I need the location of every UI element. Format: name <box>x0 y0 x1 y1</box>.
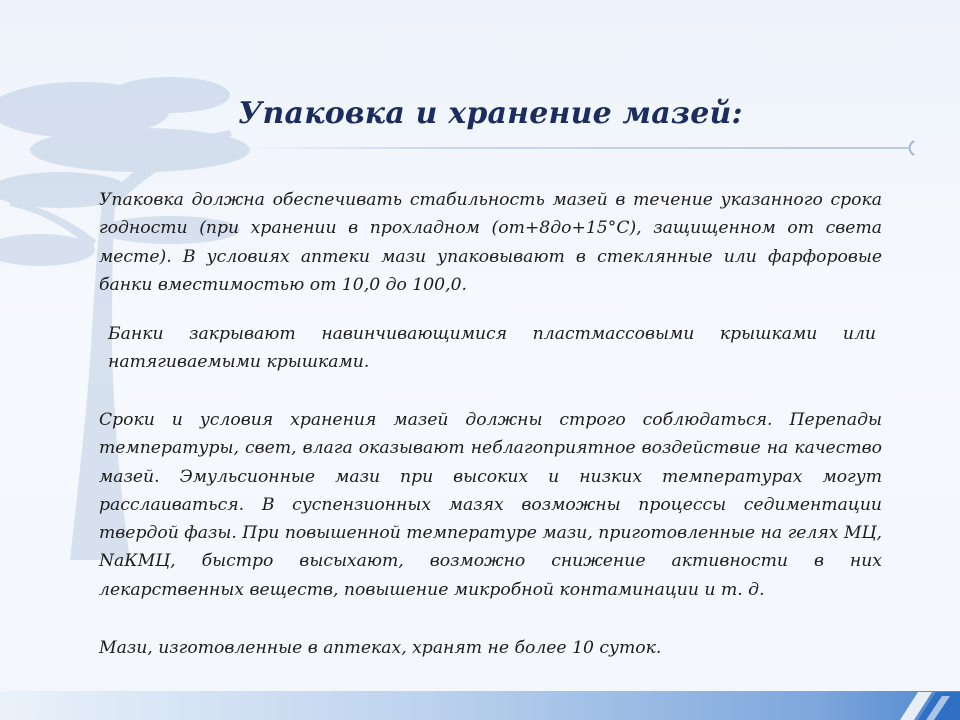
paragraph-shelf-life: Мази, изготовленные в аптеках, хранят не более 10 суток. <box>99 638 662 658</box>
title-underline <box>232 147 908 149</box>
underline-hook <box>904 139 918 157</box>
bottom-decorative-band <box>0 691 960 720</box>
paragraph-jar-lids: Банки закрывают навинчивающимися пластмассовыми крышками или натягиваемыми крышками. <box>108 324 876 373</box>
chevron-right-icon <box>890 684 960 720</box>
slide-title: Упаковка и хранение мазей: <box>238 96 743 131</box>
paragraph-packaging: Упаковка должна обеспечивать стабильность мазей в течение указанного срока годности (при хранении в прохладном (от+8до+15°С), защищенном от света месте). В условиях аптеки мази упаковывают в стеклянные или фарфоровые банки вместимостью от 10,0 до 100,0. <box>99 190 882 295</box>
paragraph-storage-conditions: Сроки и условия хранения мазей должны строго соблюдаться. Перепады температуры, свет, влага оказывают неблагоприятное воздействие на качество мазей. Эмульсионные мази при высоких и низких температурах могут расслаиваться. В суспензионных мазях возможны процессы седиментации твердой фазы. При повышенной температуре мази, приготовленные на гелях МЦ, NaКМЦ, быстро высыхают, возможно снижение активности в них лекарственных веществ, повышение микробной контаминации и т. д. <box>99 410 882 600</box>
